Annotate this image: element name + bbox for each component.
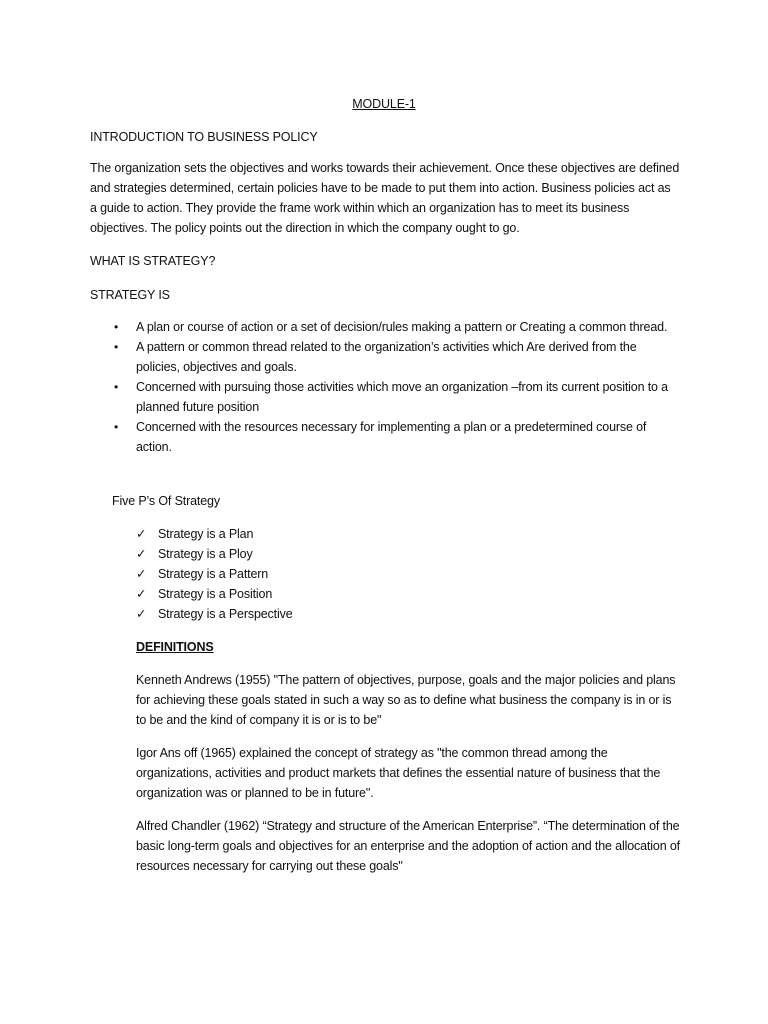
bullet-icon: • <box>114 380 119 394</box>
definition-andrews: Kenneth Andrews (1955) "The pattern of objectives, purpose, goals and the major policies and plans for achieving these goals stated in such a way so as to define what business the company is in or is to be and the kind of company it is or is to be" <box>136 673 676 727</box>
check-item <box>136 564 293 584</box>
check-text: Strategy is a Plan <box>158 527 254 541</box>
five-ps-list <box>136 524 293 624</box>
strategy-is-heading: STRATEGY IS <box>90 288 170 302</box>
bullet-text: Concerned with the resources necessary for implementing a plan or a predetermined course of action. <box>136 420 647 454</box>
strategy-bullet-list <box>90 317 680 457</box>
bullet-item <box>90 337 680 377</box>
check-text: Strategy is a Pattern <box>158 567 269 581</box>
five-ps-heading: Five P’s Of Strategy <box>112 494 220 508</box>
bullet-text: Concerned with pursuing those activities which move an organization –from its current position to a planned future position <box>136 380 668 414</box>
checkmark-icon: ✓ <box>136 527 147 541</box>
checkmark-icon: ✓ <box>136 567 147 581</box>
definition-chandler: Alfred Chandler (1962) “Strategy and structure of the American Enterprise”. “The determination of the basic long-term goals and objectives for an enterprise and the adoption of action and the allocation of resources necessary for carrying out these goals" <box>136 819 680 873</box>
checkmark-icon: ✓ <box>136 547 147 561</box>
bullet-icon: • <box>114 320 119 334</box>
module-title: MODULE-1 <box>352 97 416 111</box>
bullet-text: A plan or course of action or a set of decision/rules making a pattern or Creating a common thread. <box>136 320 668 334</box>
intro-heading: INTRODUCTION TO BUSINESS POLICY <box>90 130 318 144</box>
bullet-item <box>90 417 680 457</box>
definitions-heading: DEFINITIONS <box>136 640 214 654</box>
bullet-icon: • <box>114 340 119 354</box>
intro-paragraph: The organization sets the objectives and works towards their achievement. Once these objectives are defined and strategies determined, certain policies have to be made to put them into action. Business policies act as a guide to action. They provide the frame work within which an organization has to meet its business objectives. The policy points out the direction in which the company ought to go. <box>90 161 680 235</box>
check-item <box>136 524 293 544</box>
check-item <box>136 544 293 564</box>
definition-ansoff: Igor Ans off (1965) explained the concept of strategy as "the common thread among the organizations, activities and product markets that defines the essential nature of business that the organization was or planned to be in future". <box>136 746 661 800</box>
checkmark-icon: ✓ <box>136 587 147 601</box>
what-is-strategy-heading: WHAT IS STRATEGY? <box>90 254 216 268</box>
check-text: Strategy is a Perspective <box>158 607 293 621</box>
check-item <box>136 584 293 604</box>
bullet-text: A pattern or common thread related to the organization’s activities which Are derived from the policies, objectives and goals. <box>136 340 637 374</box>
bullet-item <box>90 377 680 417</box>
check-text: Strategy is a Position <box>158 587 273 601</box>
bullet-icon: • <box>114 420 119 434</box>
check-item <box>136 604 293 624</box>
check-text: Strategy is a Ploy <box>158 547 253 561</box>
checkmark-icon: ✓ <box>136 607 147 621</box>
bullet-item <box>90 317 680 337</box>
